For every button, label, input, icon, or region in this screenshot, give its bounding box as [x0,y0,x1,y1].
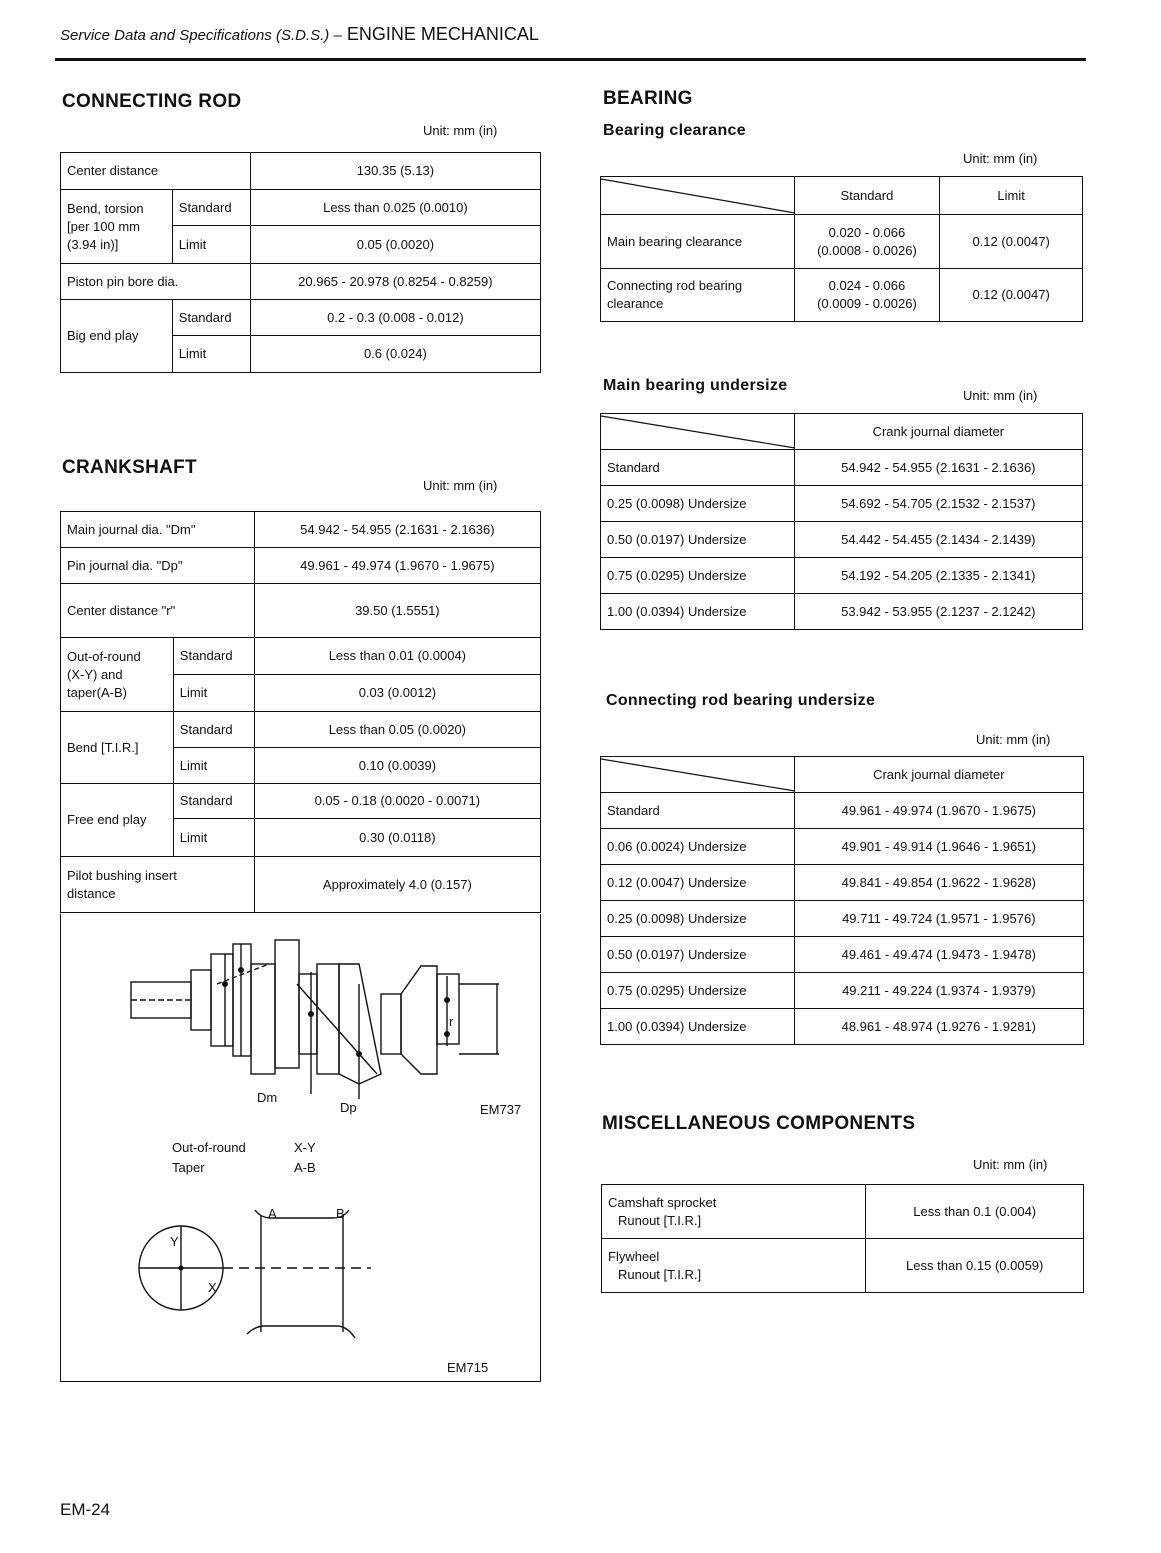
cell-main-bearing-limit: 0.12 (0.0047) [940,215,1083,269]
cell-oor-limit-label: Limit [173,675,254,712]
cell-rod-bearing-label [601,269,795,322]
row-label: 1.00 (0.0394) Undersize [601,1009,795,1045]
cell-crank-bend-limit-label: Limit [173,748,254,784]
cell-bend-limit-value: 0.05 (0.0020) [250,226,540,264]
header-title: ENGINE MECHANICAL [346,24,539,44]
pilot-label-line2: distance [67,885,116,901]
bearing-clearance-title: Bearing clearance [603,122,746,139]
row-label: 0.50 (0.0197) Undersize [601,937,795,973]
cell-big-end-limit-value: 0.6 (0.024) [250,336,540,373]
row-label: 0.06 (0.0024) Undersize [601,829,795,865]
fig-label-r: r [449,1014,454,1029]
table-row [601,973,1084,1009]
header-standard: Standard [794,177,940,215]
rod-undersize-title: Connecting rod bearing undersize [606,692,876,709]
cell-camshaft-sprocket-value: Less than 0.1 (0.004) [866,1185,1084,1239]
row-label: 0.25 (0.0098) Undersize [601,901,795,937]
row-label: 0.50 (0.0197) Undersize [601,522,795,558]
cell-out-of-round-label [61,638,174,712]
row-value: 49.841 - 49.854 (1.9622 - 1.9628) [794,865,1083,901]
camshaft-label-line1: Camshaft sprocket [608,1194,717,1210]
row-value: 54.692 - 54.705 (2.1532 - 2.1537) [794,486,1082,522]
fig-label-out-of-round: Out-of-round [172,1140,246,1155]
bend-label-line3: (3.94 in)] [67,236,119,252]
connecting-rod-table [60,152,541,373]
cell-crank-bend-standard-value: Less than 0.05 (0.0020) [254,712,540,748]
crankshaft-unit: Unit: mm (in) [423,478,498,493]
crankshaft-title: CRANKSHAFT [62,457,197,478]
cell-pin-journal-label: Pin journal dia. "Dp" [61,548,255,584]
row-value: 49.461 - 49.474 (1.9473 - 1.9478) [794,937,1083,973]
table-row [601,901,1084,937]
fig-label-taper: Taper [172,1160,205,1175]
fig-code-em715: EM715 [447,1360,489,1375]
bearing-title: BEARING [603,88,693,109]
cell-pin-bore-value: 20.965 - 20.978 (0.8254 - 0.8259) [250,264,540,300]
cell-oor-standard-value: Less than 0.01 (0.0004) [254,638,540,675]
cell-camshaft-sprocket-label [602,1185,866,1239]
fig-label-x: X [208,1280,217,1295]
cell-oor-standard-label: Standard [173,638,254,675]
cell-free-end-limit-value: 0.30 (0.0118) [254,819,540,857]
main-std-line2: (0.0008 - 0.0026) [817,242,917,258]
cell-pilot-bushing-label [61,857,255,913]
cell-main-journal-value: 54.942 - 54.955 (2.1631 - 2.1636) [254,512,540,548]
rod-bearing-label-line2: clearance [607,296,664,311]
cell-crank-bend-standard-label: Standard [173,712,254,748]
cell-bend-standard-label: Standard [172,190,250,226]
pilot-label-line1: Pilot bushing insert [67,867,177,883]
cell-big-end-label: Big end play [61,300,173,373]
table-row [601,450,1083,486]
row-value: 48.961 - 48.974 (1.9276 - 1.9281) [794,1009,1083,1045]
fig-label-dm: Dm [257,1090,278,1105]
row-value: 49.211 - 49.224 (1.9374 - 1.9379) [794,973,1083,1009]
table-row [601,865,1084,901]
table-row [601,1009,1084,1045]
oor-label-line3: taper(A-B) [67,684,127,700]
rod-undersize-table [600,756,1084,1045]
row-value: 49.901 - 49.914 (1.9646 - 1.9651) [794,829,1083,865]
flywheel-label-line2: Runout [T.I.R.] [618,1266,702,1282]
cell-crank-bend-limit-value: 0.10 (0.0039) [254,748,540,784]
cell-crank-center-distance-value: 39.50 (1.5551) [254,584,540,638]
fig-label-b: B [336,1206,345,1221]
cell-pilot-bushing-value: Approximately 4.0 (0.157) [254,857,540,913]
misc-title: MISCELLANEOUS COMPONENTS [602,1113,916,1134]
table-row [601,793,1084,829]
diagonal-line [601,414,795,450]
row-label: 0.75 (0.0295) Undersize [601,973,795,1009]
table-row [601,829,1084,865]
row-label: 0.25 (0.0098) Undersize [601,486,795,522]
fig-label-a: A [268,1206,277,1221]
misc-table [601,1184,1084,1293]
row-value: 53.942 - 53.955 (2.1237 - 2.1242) [794,594,1082,630]
crankshaft-table [60,511,541,913]
diagonal-line [601,757,795,793]
header-crank-journal-diameter: Crank journal diameter [794,414,1082,450]
fig-value-x-y: X-Y [294,1140,316,1155]
cell-free-end-limit-label: Limit [173,819,254,857]
flywheel-label-line1: Flywheel [608,1248,660,1264]
header-limit: Limit [940,177,1083,215]
fig-label-y: Y [170,1234,179,1249]
row-value: 54.192 - 54.205 (2.1335 - 2.1341) [794,558,1082,594]
cell-free-end-standard-value: 0.05 - 0.18 (0.0020 - 0.0071) [254,784,540,819]
page-number: EM-24 [60,1500,111,1519]
cell-flywheel-label [602,1239,866,1293]
main-undersize-table [600,413,1083,630]
connecting-rod-unit: Unit: mm (in) [423,123,498,138]
cell-oor-limit-value: 0.03 (0.0012) [254,675,540,712]
cell-big-end-standard-label: Standard [172,300,250,336]
main-std-line1: 0.020 - 0.066 [828,224,906,240]
connecting-rod-title: CONNECTING ROD [62,91,242,112]
cell-corner-diagonal [601,414,795,450]
cell-big-end-limit-label: Limit [172,336,250,373]
fig-code-em737: EM737 [480,1102,522,1117]
header-prefix: Service Data and Specifications (S.D.S.) – [60,27,342,44]
cell-pin-bore-label: Piston pin bore dia. [61,264,251,300]
cell-flywheel-value: Less than 0.15 (0.0059) [866,1239,1084,1293]
cell-main-journal-label: Main journal dia. "Dm" [61,512,255,548]
diagonal-line [601,177,795,215]
cell-main-bearing-standard [794,215,940,269]
rod-std-line2: (0.0009 - 0.0026) [817,296,917,311]
cell-bend-tir-label: Bend [T.I.R.] [61,712,174,784]
camshaft-label-line2: Runout [T.I.R.] [618,1212,702,1228]
rod-undersize-unit: Unit: mm (in) [976,732,1051,747]
table-row [601,522,1083,558]
row-value: 49.961 - 49.974 (1.9670 - 1.9675) [794,793,1083,829]
cell-bend-limit-label: Limit [172,226,250,264]
fig-value-a-b: A-B [294,1160,316,1175]
bearing-clearance-table [600,176,1083,322]
cell-pin-journal-value: 49.961 - 49.974 (1.9670 - 1.9675) [254,548,540,584]
cell-center-distance-label: Center distance [61,153,251,190]
cell-free-end-play-label: Free end play [61,784,174,857]
main-undersize-unit: Unit: mm (in) [963,388,1038,403]
cell-big-end-standard-value: 0.2 - 0.3 (0.008 - 0.012) [250,300,540,336]
rod-std-line1: 0.024 - 0.066 [828,278,906,293]
row-value: 54.942 - 54.955 (2.1631 - 2.1636) [794,450,1082,486]
header-rule [55,58,1086,61]
row-label: 0.75 (0.0295) Undersize [601,558,795,594]
cell-free-end-standard-label: Standard [173,784,254,819]
row-label: Standard [601,450,795,486]
cell-rod-bearing-standard [794,269,940,322]
misc-unit: Unit: mm (in) [973,1157,1048,1172]
bend-label-line2: [per 100 mm [67,218,140,234]
table-row [601,558,1083,594]
cell-main-bearing-label [601,215,795,269]
cell-center-distance-value: 130.35 (5.13) [250,153,540,190]
main-undersize-title: Main bearing undersize [603,377,788,394]
main-bearing-label-line1: Main bearing clearance [607,233,743,249]
row-value: 49.711 - 49.724 (1.9571 - 1.9576) [794,901,1083,937]
oor-label-line1: Out-of-round [67,648,141,664]
cell-bend-standard-value: Less than 0.025 (0.0010) [250,190,540,226]
fig-label-dp: Dp [340,1100,357,1115]
page-header [60,24,539,45]
row-label: Standard [601,793,795,829]
cell-corner-diagonal [601,177,795,215]
table-row [601,486,1083,522]
bend-label-line1: Bend, torsion [67,200,144,216]
rod-bearing-label-line1: Connecting rod bearing [607,278,743,293]
cell-rod-bearing-limit: 0.12 (0.0047) [940,269,1083,322]
cell-corner-diagonal [601,757,795,793]
row-value: 54.442 - 54.455 (2.1434 - 2.1439) [794,522,1082,558]
row-label: 1.00 (0.0394) Undersize [601,594,795,630]
crankshaft-illustration [121,924,521,1104]
row-label: 0.12 (0.0047) Undersize [601,865,795,901]
table-row [601,937,1084,973]
oor-label-line2: (X-Y) and [67,666,123,682]
bearing-clearance-unit: Unit: mm (in) [963,151,1038,166]
crankshaft-figure-box [60,914,541,1382]
table-row [602,1239,1084,1293]
table-row [601,594,1083,630]
header-crank-journal-diameter: Crank journal diameter [794,757,1083,793]
table-row [602,1185,1084,1239]
cell-bend-torsion-label [61,190,173,264]
journal-measurement-illustration [131,1202,391,1342]
cell-crank-center-distance-label: Center distance "r" [61,584,255,638]
